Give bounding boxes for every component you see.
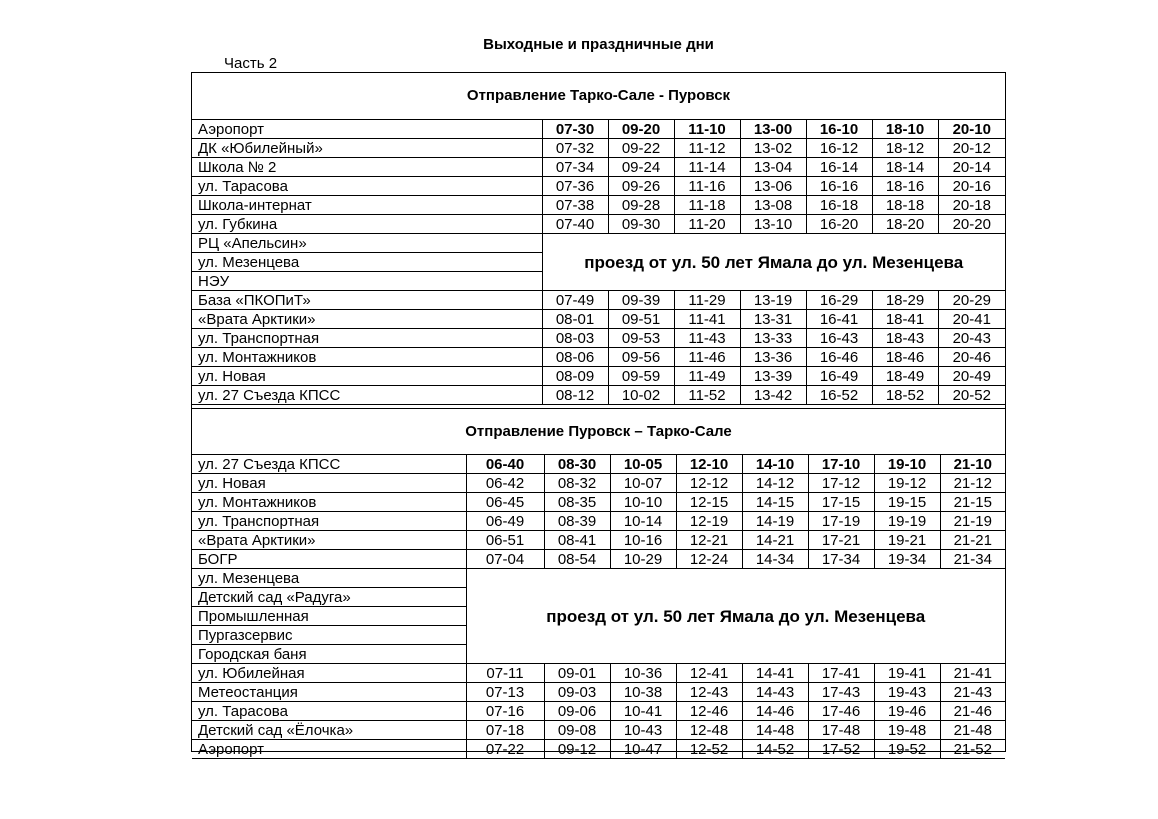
stop-name: НЭУ [192,272,542,291]
route-note: проезд от ул. 50 лет Ямала до ул. Мезенцева [542,234,1005,291]
stop-name: ул. Монтажников [192,493,466,512]
departure-time: 09-39 [608,291,674,310]
departure-time: 09-51 [608,310,674,329]
table-row [192,234,1005,253]
departure-time: 20-12 [938,139,1005,158]
departure-time: 17-46 [808,702,874,721]
stop-name: «Врата Арктики» [192,310,542,329]
departure-time: 17-52 [808,740,874,759]
departure-time: 16-16 [806,177,872,196]
departure-time: 08-35 [544,493,610,512]
departure-time: 07-22 [466,740,544,759]
departure-time: 17-10 [808,455,874,474]
section-divider [192,408,1005,409]
departure-time: 16-20 [806,215,872,234]
departure-time: 08-03 [542,329,608,348]
departure-time: 14-19 [742,512,808,531]
departure-time: 21-10 [940,455,1005,474]
departure-time: 14-52 [742,740,808,759]
departure-time: 10-43 [610,721,676,740]
departure-time: 06-49 [466,512,544,531]
departure-time: 17-15 [808,493,874,512]
departure-time: 11-46 [674,348,740,367]
departure-time: 11-10 [674,120,740,139]
departure-time: 09-03 [544,683,610,702]
stop-name: Детский сад «Ёлочка» [192,721,466,740]
departure-time: 12-48 [676,721,742,740]
departure-time: 16-29 [806,291,872,310]
section-header-purovsk-tarko: Отправление Пуровск – Тарко-Сале [465,423,732,440]
timetable-purovsk-tarko [192,454,1005,759]
stop-name: БОГР [192,550,466,569]
departure-time: 14-21 [742,531,808,550]
departure-time: 07-04 [466,550,544,569]
departure-time: 11-29 [674,291,740,310]
departure-time: 14-43 [742,683,808,702]
departure-time: 21-48 [940,721,1005,740]
departure-time: 21-12 [940,474,1005,493]
departure-time: 09-53 [608,329,674,348]
departure-time: 21-34 [940,550,1005,569]
departure-time: 09-22 [608,139,674,158]
departure-time: 19-19 [874,512,940,531]
departure-time: 07-38 [542,196,608,215]
departure-time: 12-43 [676,683,742,702]
departure-time: 09-01 [544,664,610,683]
departure-time: 16-52 [806,386,872,405]
departure-time: 19-12 [874,474,940,493]
departure-time: 18-46 [872,348,938,367]
departure-time: 09-26 [608,177,674,196]
departure-time: 13-06 [740,177,806,196]
departure-time: 19-15 [874,493,940,512]
departure-time: 10-05 [610,455,676,474]
departure-time: 21-21 [940,531,1005,550]
stop-name: Метеостанция [192,683,466,702]
stop-name: Пургазсервис [192,626,466,645]
departure-time: 20-43 [938,329,1005,348]
stop-name: Детский сад «Радуга» [192,588,466,607]
stop-name: ул. Новая [192,367,542,386]
departure-time: 20-46 [938,348,1005,367]
stop-name: ул. Новая [192,474,466,493]
timetable-tarko-purovsk [192,119,1005,405]
departure-time: 07-36 [542,177,608,196]
stop-name: «Врата Арктики» [192,531,466,550]
stop-name: ул. 27 Съезда КПСС [192,455,466,474]
departure-time: 18-43 [872,329,938,348]
route-note: проезд от ул. 50 лет Ямала до ул. Мезенцева [466,569,1005,664]
departure-time: 12-15 [676,493,742,512]
stop-name: База «ПКОПиТ» [192,291,542,310]
departure-time: 16-46 [806,348,872,367]
stop-name: РЦ «Апельсин» [192,234,542,253]
departure-time: 07-32 [542,139,608,158]
page-title: Выходные и праздничные дни [483,36,714,53]
stop-name: Аэропорт [192,120,542,139]
departure-time: 19-34 [874,550,940,569]
departure-time: 11-20 [674,215,740,234]
departure-time: 20-41 [938,310,1005,329]
table-row [192,196,1005,215]
table-row [192,664,1005,683]
departure-time: 11-18 [674,196,740,215]
departure-time: 11-41 [674,310,740,329]
departure-time: 10-36 [610,664,676,683]
departure-time: 19-48 [874,721,940,740]
table-row [192,177,1005,196]
departure-time: 21-52 [940,740,1005,759]
departure-time: 14-15 [742,493,808,512]
departure-time: 08-09 [542,367,608,386]
departure-time: 12-21 [676,531,742,550]
table-row [192,702,1005,721]
stop-name: ул. Монтажников [192,348,542,367]
departure-time: 19-10 [874,455,940,474]
section-header-tarko-purovsk: Отправление Тарко-Сале - Пуровск [466,87,731,104]
departure-time: 16-49 [806,367,872,386]
departure-time: 09-08 [544,721,610,740]
departure-time: 20-52 [938,386,1005,405]
departure-time: 12-52 [676,740,742,759]
departure-time: 08-39 [544,512,610,531]
departure-time: 19-41 [874,664,940,683]
departure-time: 10-10 [610,493,676,512]
departure-time: 17-41 [808,664,874,683]
departure-time: 21-43 [940,683,1005,702]
departure-time: 21-46 [940,702,1005,721]
table-row [192,569,1005,588]
departure-time: 19-43 [874,683,940,702]
table-row [192,740,1005,759]
departure-time: 09-56 [608,348,674,367]
departure-time: 13-39 [740,367,806,386]
departure-time: 20-20 [938,215,1005,234]
stop-name: ул. Транспортная [192,329,542,348]
departure-time: 07-18 [466,721,544,740]
stop-name: ул. Мезенцева [192,253,542,272]
departure-time: 13-36 [740,348,806,367]
departure-time: 13-04 [740,158,806,177]
departure-time: 16-14 [806,158,872,177]
departure-time: 07-34 [542,158,608,177]
departure-time: 20-18 [938,196,1005,215]
departure-time: 18-49 [872,367,938,386]
table-row [192,386,1005,405]
table-row [192,512,1005,531]
departure-time: 16-41 [806,310,872,329]
table-row [192,683,1005,702]
departure-time: 06-40 [466,455,544,474]
departure-time: 18-18 [872,196,938,215]
departure-time: 14-46 [742,702,808,721]
departure-time: 10-29 [610,550,676,569]
departure-time: 19-21 [874,531,940,550]
departure-time: 16-12 [806,139,872,158]
departure-time: 12-24 [676,550,742,569]
departure-time: 20-10 [938,120,1005,139]
departure-time: 12-41 [676,664,742,683]
departure-time: 17-21 [808,531,874,550]
departure-time: 08-12 [542,386,608,405]
departure-time: 21-41 [940,664,1005,683]
departure-time: 16-18 [806,196,872,215]
departure-time: 17-12 [808,474,874,493]
departure-time: 09-06 [544,702,610,721]
departure-time: 10-14 [610,512,676,531]
table-row [192,158,1005,177]
departure-time: 09-24 [608,158,674,177]
departure-time: 13-08 [740,196,806,215]
departure-time: 08-01 [542,310,608,329]
departure-time: 18-29 [872,291,938,310]
departure-time: 17-48 [808,721,874,740]
departure-time: 07-49 [542,291,608,310]
stop-name: Школа-интернат [192,196,542,215]
departure-time: 12-46 [676,702,742,721]
departure-time: 11-49 [674,367,740,386]
departure-time: 18-52 [872,386,938,405]
departure-time: 08-54 [544,550,610,569]
departure-time: 18-12 [872,139,938,158]
departure-time: 14-12 [742,474,808,493]
stop-name: ул. Юбилейная [192,664,466,683]
departure-time: 17-19 [808,512,874,531]
departure-time: 12-10 [676,455,742,474]
departure-time: 12-19 [676,512,742,531]
departure-time: 10-16 [610,531,676,550]
departure-time: 14-34 [742,550,808,569]
departure-time: 20-16 [938,177,1005,196]
departure-time: 08-06 [542,348,608,367]
table-row [192,367,1005,386]
stop-name: ул. Тарасова [192,702,466,721]
departure-time: 09-59 [608,367,674,386]
table-row [192,215,1005,234]
departure-time: 06-51 [466,531,544,550]
departure-time: 18-14 [872,158,938,177]
departure-time: 09-12 [544,740,610,759]
table-row [192,531,1005,550]
departure-time: 08-41 [544,531,610,550]
timetable-frame [191,72,1006,758]
departure-time: 11-52 [674,386,740,405]
departure-time: 06-42 [466,474,544,493]
departure-time: 11-43 [674,329,740,348]
departure-time: 17-34 [808,550,874,569]
departure-time: 08-30 [544,455,610,474]
departure-time: 13-00 [740,120,806,139]
departure-time: 19-46 [874,702,940,721]
departure-time: 13-10 [740,215,806,234]
departure-time: 13-33 [740,329,806,348]
departure-time: 12-12 [676,474,742,493]
departure-time: 11-16 [674,177,740,196]
departure-time: 18-10 [872,120,938,139]
departure-time: 14-48 [742,721,808,740]
stop-name: Аэропорт [192,740,466,759]
departure-time: 11-14 [674,158,740,177]
departure-time: 09-30 [608,215,674,234]
stop-name: ул. Тарасова [192,177,542,196]
table-row [192,139,1005,158]
departure-time: 20-49 [938,367,1005,386]
table-row [192,474,1005,493]
stop-name: Промышленная [192,607,466,626]
departure-time: 18-20 [872,215,938,234]
table-row [192,550,1005,569]
table-row [192,455,1005,474]
departure-time: 13-42 [740,386,806,405]
departure-time: 21-15 [940,493,1005,512]
stop-name: ул. Мезенцева [192,569,466,588]
departure-time: 07-11 [466,664,544,683]
departure-time: 13-02 [740,139,806,158]
departure-time: 19-52 [874,740,940,759]
departure-time: 14-41 [742,664,808,683]
table-row [192,329,1005,348]
departure-time: 07-30 [542,120,608,139]
table-row [192,721,1005,740]
departure-time: 07-13 [466,683,544,702]
stop-name: ДК «Юбилейный» [192,139,542,158]
departure-time: 13-19 [740,291,806,310]
departure-time: 16-43 [806,329,872,348]
departure-time: 08-32 [544,474,610,493]
departure-time: 16-10 [806,120,872,139]
table-row [192,310,1005,329]
departure-time: 20-29 [938,291,1005,310]
departure-time: 07-16 [466,702,544,721]
table-row [192,291,1005,310]
departure-time: 07-40 [542,215,608,234]
part-label: Часть 2 [224,55,278,72]
departure-time: 06-45 [466,493,544,512]
table-row [192,493,1005,512]
departure-time: 11-12 [674,139,740,158]
departure-time: 14-10 [742,455,808,474]
stop-name: ул. Губкина [192,215,542,234]
stop-name: ул. 27 Съезда КПСС [192,386,542,405]
departure-time: 17-43 [808,683,874,702]
departure-time: 18-16 [872,177,938,196]
stop-name: Городская баня [192,645,466,664]
stop-name: ул. Транспортная [192,512,466,531]
departure-time: 09-20 [608,120,674,139]
table-row [192,120,1005,139]
departure-time: 10-38 [610,683,676,702]
departure-time: 10-47 [610,740,676,759]
departure-time: 18-41 [872,310,938,329]
departure-time: 20-14 [938,158,1005,177]
stop-name: Школа № 2 [192,158,542,177]
departure-time: 10-41 [610,702,676,721]
table-row [192,348,1005,367]
departure-time: 09-28 [608,196,674,215]
departure-time: 13-31 [740,310,806,329]
departure-time: 21-19 [940,512,1005,531]
departure-time: 10-02 [608,386,674,405]
departure-time: 10-07 [610,474,676,493]
